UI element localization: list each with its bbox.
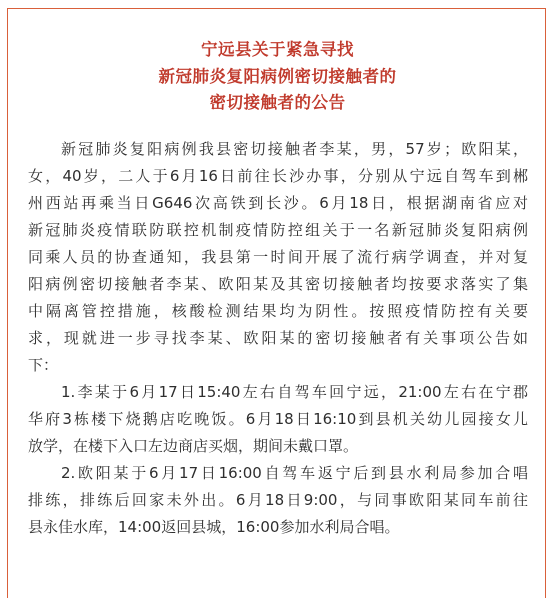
- paragraph-2-line: 华府3栋楼下烧鹅店吃晚饭。6月18日16:10到县机关幼儿园接女儿: [28, 410, 528, 428]
- paragraph-3-line: 县永佳水库，14:00返回县城，16:00参加水利局合唱。: [28, 518, 400, 536]
- paragraph-1-line: 新冠肺炎复阳病例我县密切接触者李某，男，57岁；欧阳某，: [61, 140, 528, 158]
- paragraph-1-line: 求，现就进一步寻找李某、欧阳某的密切接触者有关事项公告如: [28, 329, 528, 347]
- paragraph-2-line: 放学，在楼下入口左边商店买烟，期间未戴口罩。: [28, 437, 359, 455]
- paragraph-3-line: 排练，排练后回家未外出。6月18日9:00，与同事欧阳某同车前往: [28, 491, 528, 509]
- paragraph-1-line: 女，40岁，二人于6月16日前往长沙办事，分别从宁远自驾车到郴: [28, 167, 528, 185]
- paragraph-1-line: 同乘人员的协查通知，我县第一时间开展了流行病学调查，并对复: [28, 248, 528, 266]
- paragraph-1-line: 中隔离管控措施，核酸检测结果均为阴性。按照疫情防控有关要: [28, 302, 528, 320]
- paragraph-2-line: 1.李某于6月17日15:40左右自驾车回宁远，21:00左右在宁郡: [61, 383, 528, 401]
- paragraph-3-line: 2.欧阳某于6月17日16:00自驾车返宁后到县水利局参加合唱: [61, 464, 528, 482]
- paragraph-1-line: 新冠肺炎疫情联防联控机制疫情防控组关于一名新冠肺炎复阳病例: [28, 221, 528, 239]
- notice-title-line-1: 宁远县关于紧急寻找: [201, 40, 354, 59]
- notice-title-line-3: 密切接触者的公告: [209, 93, 346, 112]
- paragraph-1-line: 阳病例密切接触者李某、欧阳某及其密切接触者均按要求落实了集: [28, 275, 528, 293]
- notice-title-line-2: 新冠肺炎复阳病例密切接触者的: [158, 67, 397, 86]
- paragraph-1-line: 下：: [28, 356, 59, 374]
- paragraph-1-line: 州西站再乘当日G646次高铁到长沙。6月18日，根据湖南省应对: [28, 194, 528, 212]
